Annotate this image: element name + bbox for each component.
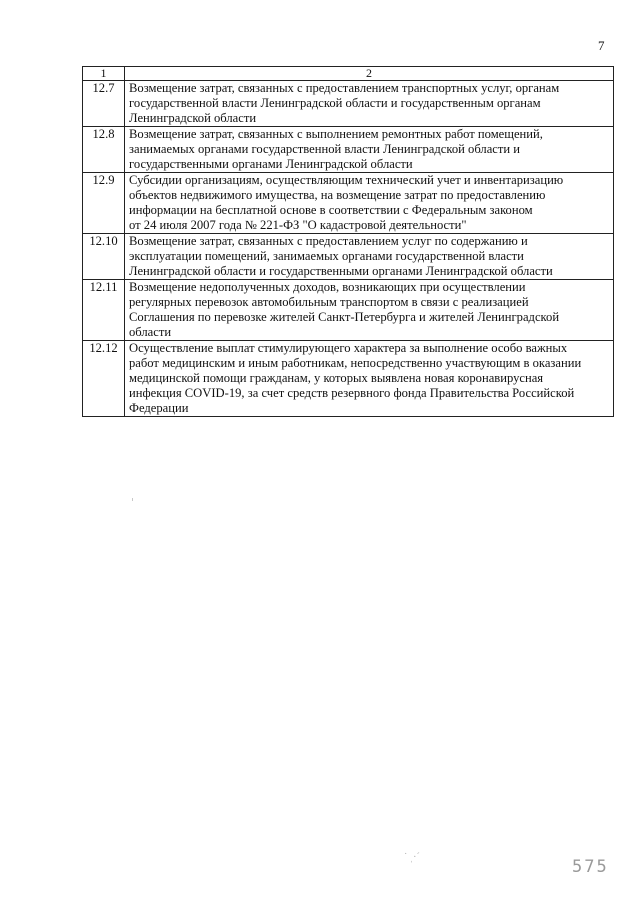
table-header-row xyxy=(83,67,614,81)
row-description xyxy=(125,280,614,341)
table-row xyxy=(83,81,614,127)
budget-table xyxy=(82,66,614,417)
header-cell-number: 1 xyxy=(83,67,125,81)
row-description xyxy=(125,234,614,280)
row-description-text: Осуществление выплат стимулирующего характера за выполнение особо важных работ медицинским и иным работникам, непосредственно участвующим в оказании медицинской помощи гражданам, у которых выявлена новая коронавирусная инфекция COVID-19, за счет средств резервного фонда Правительства Российской Федерации xyxy=(129,341,582,415)
row-description-text: Возмещение затрат, связанных с предоставлением транспортных услуг, органам государственной власти Ленинградской области и государственным органам Ленинградской области xyxy=(129,81,560,125)
scan-artifact-marks: ˙ ˌ·´ xyxy=(404,852,420,863)
row-number: 12.10 xyxy=(83,234,125,280)
row-description xyxy=(125,127,614,173)
row-description-text: Возмещение затрат, связанных с предоставлением услуг по содержанию и эксплуатации помещений, занимаемых органами государственной власти Ленинградской области и государственными органами Ленинградской области xyxy=(129,234,553,278)
header-cell-description: 2 xyxy=(125,67,614,81)
table-row xyxy=(83,341,614,417)
table-row xyxy=(83,234,614,280)
row-description-text: Субсидии организациям, осуществляющим технический учет и инвентаризацию объектов недвижимого имущества, на возмещение затрат по предоставлению информации на бесплатной основе в соответствии с Федеральным законом от 24 июля 2007 года № 221-ФЗ "О кадастровой деятельности" xyxy=(129,173,564,232)
row-description-text: Возмещение затрат, связанных с выполнением ремонтных работ помещений, занимаемых органами государственной власти Ленинградской области и государственными органами Ленинградской области xyxy=(129,127,543,171)
page-number: 7 xyxy=(598,38,605,53)
table-row xyxy=(83,173,614,234)
scan-artifact-tick xyxy=(132,498,133,501)
row-number: 12.12 xyxy=(83,341,125,417)
row-number: 12.8 xyxy=(83,127,125,173)
page-stamp-number: 575 xyxy=(572,857,609,877)
table-row xyxy=(83,280,614,341)
table-row xyxy=(83,127,614,173)
row-description xyxy=(125,81,614,127)
row-number: 12.7 xyxy=(83,81,125,127)
row-description xyxy=(125,173,614,234)
row-number: 12.9 xyxy=(83,173,125,234)
row-description xyxy=(125,341,614,417)
row-description-text: Возмещение недополученных доходов, возникающих при осуществлении регулярных перевозок автомобильным транспортом в связи с реализацией Соглашения по перевозке жителей Санкт-Петербурга и жителей Ленинградской области xyxy=(129,280,560,339)
row-number: 12.11 xyxy=(83,280,125,341)
